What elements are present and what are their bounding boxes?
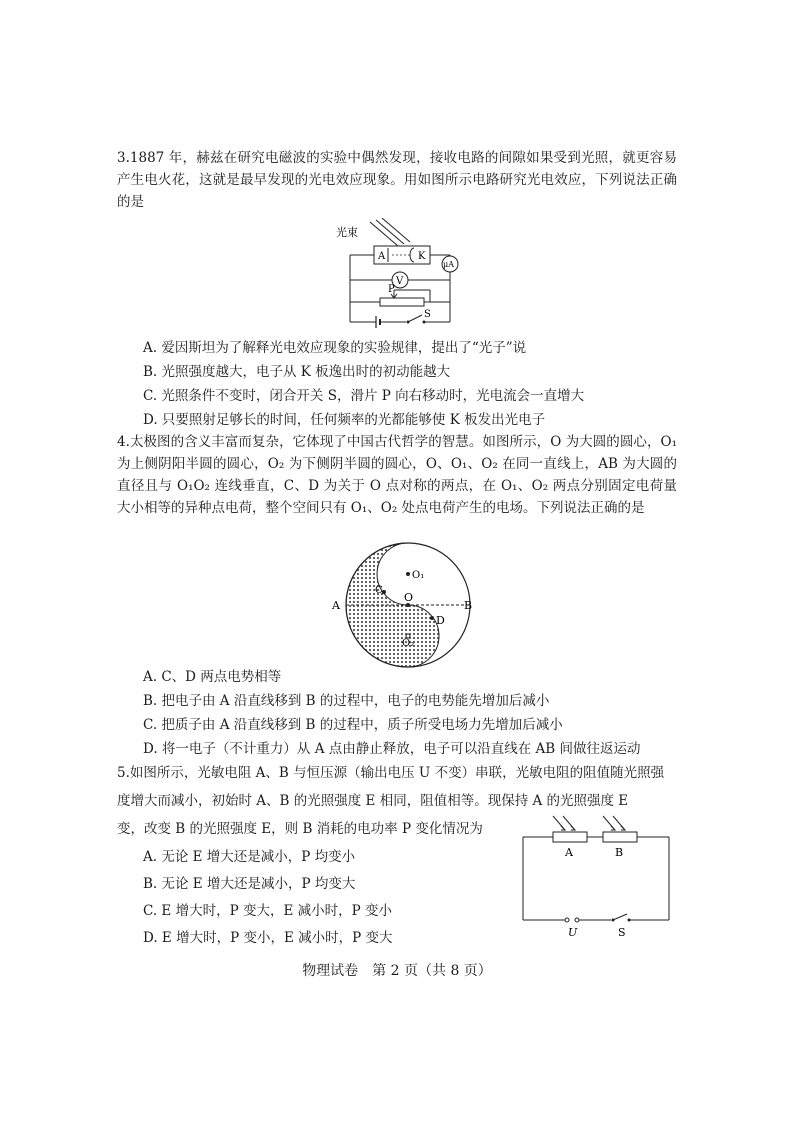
label-B: B <box>464 599 473 612</box>
label-uA: μA <box>443 260 454 269</box>
question-number: 3. <box>117 150 130 166</box>
photoresistor-circuit-diagram <box>515 810 677 940</box>
question-5-line-2: 度增大而减小，初始时 A、B 的光照强度 E 相同，阻值相等。现保持 A 的光照强度 E <box>117 793 629 809</box>
label-A: A <box>332 599 340 612</box>
label-D: D <box>436 614 445 627</box>
q5-option-b: B. 无论 E 增大还是减小，P 均变大 <box>143 876 356 892</box>
photoelectric-circuit-diagram <box>330 218 470 330</box>
question-3 <box>117 147 677 213</box>
q4-option-c: C. 把质子由 A 沿直线移到 B 的过程中，质子所受电场力先增加后减小 <box>143 717 563 733</box>
label-A: A <box>378 251 386 262</box>
label-V: V <box>396 276 404 287</box>
question-text: 如图所示，光敏电阻 A、B 与恒压源（输出电压 U 不变）串联，光敏电阻的阻值随光照强 <box>129 765 665 781</box>
question-5-line-3: 变，改变 B 的光照强度 E，则 B 消耗的电功率 P 变化情况为 <box>117 821 483 837</box>
label-O: O <box>404 591 414 604</box>
q4-option-b: B. 把电子由 A 沿直线移到 B 的过程中，电子的电势能先增加后减小 <box>143 693 550 709</box>
label-C: C <box>375 585 383 596</box>
q3-option-d: D. 只要照射足够长的时间，任何频率的光都能够使 K 板发出光电子 <box>143 412 546 428</box>
q3-option-c: C. 光照条件不变时，闭合开关 S，滑片 P 向右移动时，光电流会一直增大 <box>143 388 585 404</box>
label-U: U <box>568 926 578 939</box>
question-3-stem <box>117 147 677 213</box>
question-text: 1887 年，赫兹在研究电磁波的实验中偶然发现，接收电路的间隙如果受到光照，就更容易产生电火花，这就是最早发现的光电效应现象。用如图所示电路研究光电效应，下列说法正确的是 <box>117 150 677 210</box>
q5-option-a: A. 无论 E 增大还是减小，P 均变小 <box>143 849 356 865</box>
taiji-diagram <box>328 540 478 670</box>
rheostat-icon <box>380 298 424 306</box>
light-beam-label: 光束 <box>336 226 358 239</box>
q5-option-c: C. E 增大时，P 变大，E 减小时，P 变小 <box>143 903 392 919</box>
label-S: S <box>424 309 431 320</box>
question-4-stem <box>117 431 677 519</box>
question-number: 5. <box>117 765 130 781</box>
q3-option-a: A. 爱因斯坦为了解释光电效应现象的实验规律，提出了“光子”说 <box>143 340 527 356</box>
question-4 <box>117 431 677 519</box>
label-S: S <box>618 926 626 939</box>
label-K: K <box>418 251 426 262</box>
label-P: P <box>388 284 395 295</box>
photoresistor-a <box>553 832 587 842</box>
question-5-line-1 <box>117 762 677 784</box>
q5-option-d: D. E 增大时，P 变小，E 减小时，P 变大 <box>143 930 393 946</box>
label-O2: O₂ <box>402 638 415 649</box>
q4-option-d: D. 将一电子（不计重力）从 A 点由静止释放，电子可以沿直线在 AB 间做往返运动 <box>143 741 641 757</box>
question-number: 4. <box>117 434 130 450</box>
label-B: B <box>615 846 624 859</box>
question-text: 太极图的含义丰富而复杂，它体现了中国古代哲学的智慧。如图所示，O 为大圆的圆心，O₁ 为上侧阴阳半圆的圆心，O₂ 为下侧阴半圆的圆心，O、O₁、O₂ 在同一直线上，AB 为大圆的直径且与 O₁O₂ 连线垂直，C、D 为关于 O 点对称的两点，在 O₁、O₂ 两点分别固定电荷量大小相等的异种点电荷，整个空间只有 O₁、O₂ 处点电荷产生的电场。下列说法正确的是 <box>117 434 677 516</box>
q4-option-a: A. C、D 两点电势相等 <box>143 669 282 685</box>
label-A: A <box>565 846 573 859</box>
page-footer: 物理试卷 第 2 页（共 8 页） <box>302 963 492 979</box>
label-O1: O₁ <box>412 570 425 581</box>
q3-option-b: B. 光照强度越大，电子从 K 板逸出时的初动能越大 <box>143 364 451 380</box>
photoresistor-b <box>603 832 637 842</box>
